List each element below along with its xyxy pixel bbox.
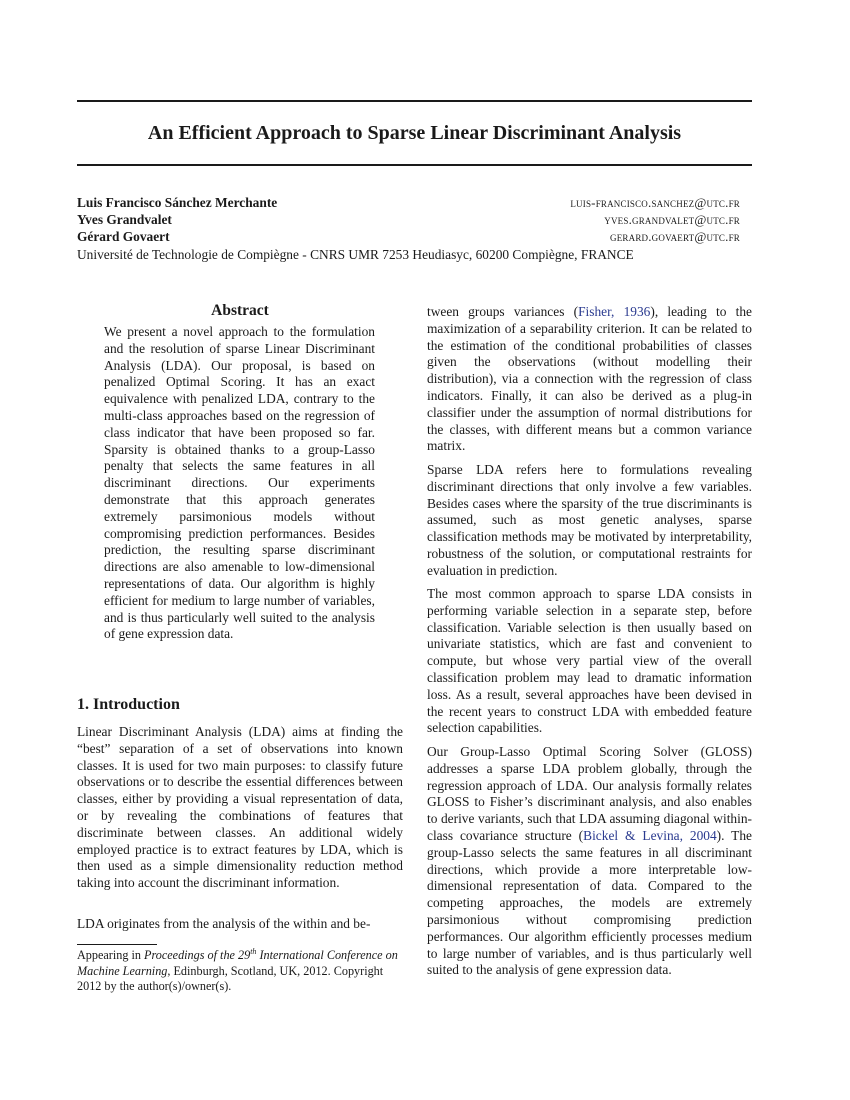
footnote-venue-b: International Conference on Machine Learning [77,948,398,978]
intro-paragraph-5-start: Our Group-Lasso Optimal Scoring Solver (GLOSS) addresses a sparse LDA problem globally, through the regression approach of LDA. Our analysis formally relates GLOSS to Fisher’s discriminant analysis, and also enables to derive variants, such that LDA assuming diagonal within-class covariance structure ( [427,744,752,843]
intro-paragraph-2-rest: ), leading to the maximization of a separability criterion. It can be related to the estimation of the conditional probabilities of classes given the observations (without modelling their distribution), via a connection with the regression of class indicators. Finally, it can also be derived as a plug-in classifier under the assumption of normal distributions for the classes, with different means but a common variance matrix. [427,304,752,454]
author-email[interactable]: gerard.govaert@utc.fr [610,229,740,244]
introduction-heading: 1. Introduction [77,696,180,713]
footnote-venue-a: Proceedings of the 29 [144,948,251,962]
abstract-heading: Abstract [211,302,269,319]
author-row [77,228,740,246]
author-row [77,211,740,229]
author-name: Yves Grandvalet [77,212,172,227]
author-email[interactable]: yves.grandvalet@utc.fr [604,212,740,227]
footnote-suffix: , Edinburgh, Scotland, UK, 2012. Copyright 2012 by the author(s)/owner(s). [77,963,384,993]
intro-paragraph-1: Linear Discriminant Analysis (LDA) aims at finding the “best” separation of a set of observations into known classes. It is used for two main purposes: to classify future observations or to describe the essential differences between classes, either by providing a visual representation of data, or by revealing the combinations of features that discriminate between classes. An additional widely employed practice is to extract features by LDA, which is then used as a simple dimensionality reduction method taking into account the discriminant information. [77,724,403,891]
top-rule [77,100,752,102]
footnote-prefix: Appearing in [77,948,145,962]
citation-bickel-levina[interactable]: Bickel & Levina, 2004 [583,827,717,843]
intro-paragraph-5 [427,744,752,979]
author-row [77,194,740,212]
intro-paragraph-4: The most common approach to sparse LDA consists in performing variable selection in a separate step, before classification. Variable selection is then usually based on univariate statistics, which are fast and convenient to compute, but whose very partial view of the overall classification problem may lead to dramatic information loss. As a result, several approaches have been devised in the recent years to construct LDA with embedded feature selection capabilities. [427,586,752,736]
paper-title: An Efficient Approach to Sparse Linear Discriminant Analysis [147,122,682,144]
abstract-text: We present a novel approach to the formulation and the resolution of sparse Linear Discriminant Analysis (LDA). Our proposal, is based on penalized Optimal Scoring. It has an exact equivalence with penalized LDA, contrary to the multi-class approaches based on the regression of class indicator that have been proposed so far. Sparsity is obtained thanks to a group-Lasso penalty that selects the same features in all discriminant directions. Our experiments demonstrate that this approach generates extremely parsimonious models without compromising prediction performances. Besides prediction, the resulting sparse discriminant directions are also amenable to low-dimensional representations of data. Our algorithm is highly efficient for medium to large number of variables, and is thus particularly well suited to the analysis of gene expression data. [104,324,375,642]
citation-fisher[interactable]: Fisher, 1936 [578,304,651,319]
intro-paragraph-3: Sparse LDA refers here to formulations revealing discriminant directions that only involve a few variables. Besides cases where the sparsity of the true discriminants is assumed, such as most genetic analyses, sparse classification methods may be motivated by interpretability, robustness of the solution, or computational restraints for evaluation in prediction. [427,462,752,578]
footnote-rule [77,944,157,945]
author-name: Gérard Govaert [77,229,170,244]
title-bottom-rule [77,164,752,166]
intro-paragraph-2-start: LDA originates from the analysis of the within and be- [77,916,371,931]
intro-paragraph-5-rest: ). The group-Lasso selects the same features in all discriminant directions, which provide a more interpretable low-dimensional representation of data. Compared to the competing approaches, the models are extremely parsimonious without compromising prediction performances. Our algorithm efficiently processes medium to large number of variables, and is thus particularly well suited to the analysis of gene expression data. [427,827,752,978]
author-name: Luis Francisco Sánchez Merchante [77,195,278,210]
author-email[interactable]: luis-francisco.sanchez@utc.fr [570,195,740,210]
intro-paragraph-2: tween groups variances (Fisher, 1936), leading to the maximization of a separability criterion. It can be related to the estimation of the conditional probabilities of classes given the observations (without modelling their distribution), via a connection with the regression of class indicators. Finally, it can also be derived as a plug-in classifier under the assumption of normal distributions for the classes, with different means but a common variance matrix. [427,304,752,454]
affiliation: Université de Technologie de Compiègne - CNRS UMR 7253 Heudiasyc, 60200 Compiègne, FRANCE [77,247,634,262]
footnote-venue-sup: th [250,946,257,956]
footnote [77,948,403,995]
